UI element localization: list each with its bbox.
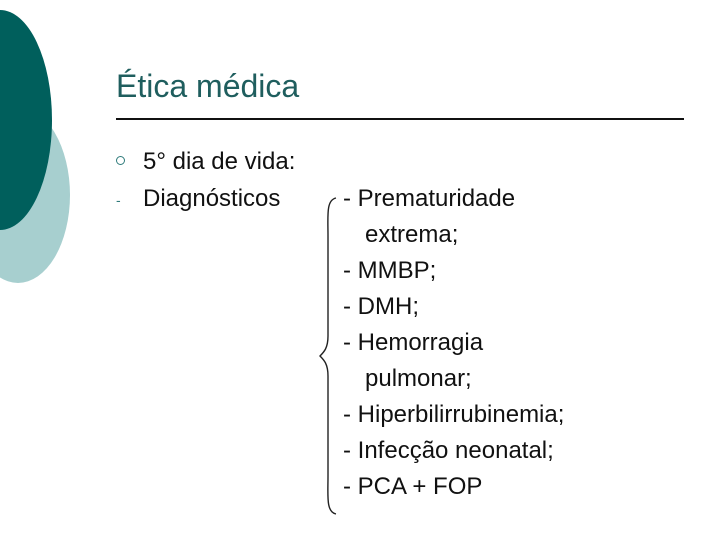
decorative-circles-graphic [0,0,110,300]
diagnosis-line: - PCA + FOP [343,473,483,500]
slide-title: Ética médica [116,68,300,104]
dash-bullet-icon: - [116,192,121,208]
left-brace-icon [318,196,340,516]
diagnosis-line: - Prematuridade [343,185,516,212]
circle-bullet-icon [116,156,125,165]
diagnosis-line: - Infecção neonatal; [343,437,554,464]
bullet-text-day: 5° dia de vida: [143,148,296,175]
diagnosis-line: pulmonar; [365,365,472,392]
diagnosis-line: - DMH; [343,293,419,320]
diagnosis-line: - Hiperbilirrubinemia; [343,401,565,428]
title-underline [116,118,684,120]
diagnosis-line: extrema; [365,221,459,248]
bullet-text-diagnostics: Diagnósticos [143,185,281,212]
diagnosis-line: - MMBP; [343,257,437,284]
diagnosis-line: - Hemorragia [343,329,484,356]
